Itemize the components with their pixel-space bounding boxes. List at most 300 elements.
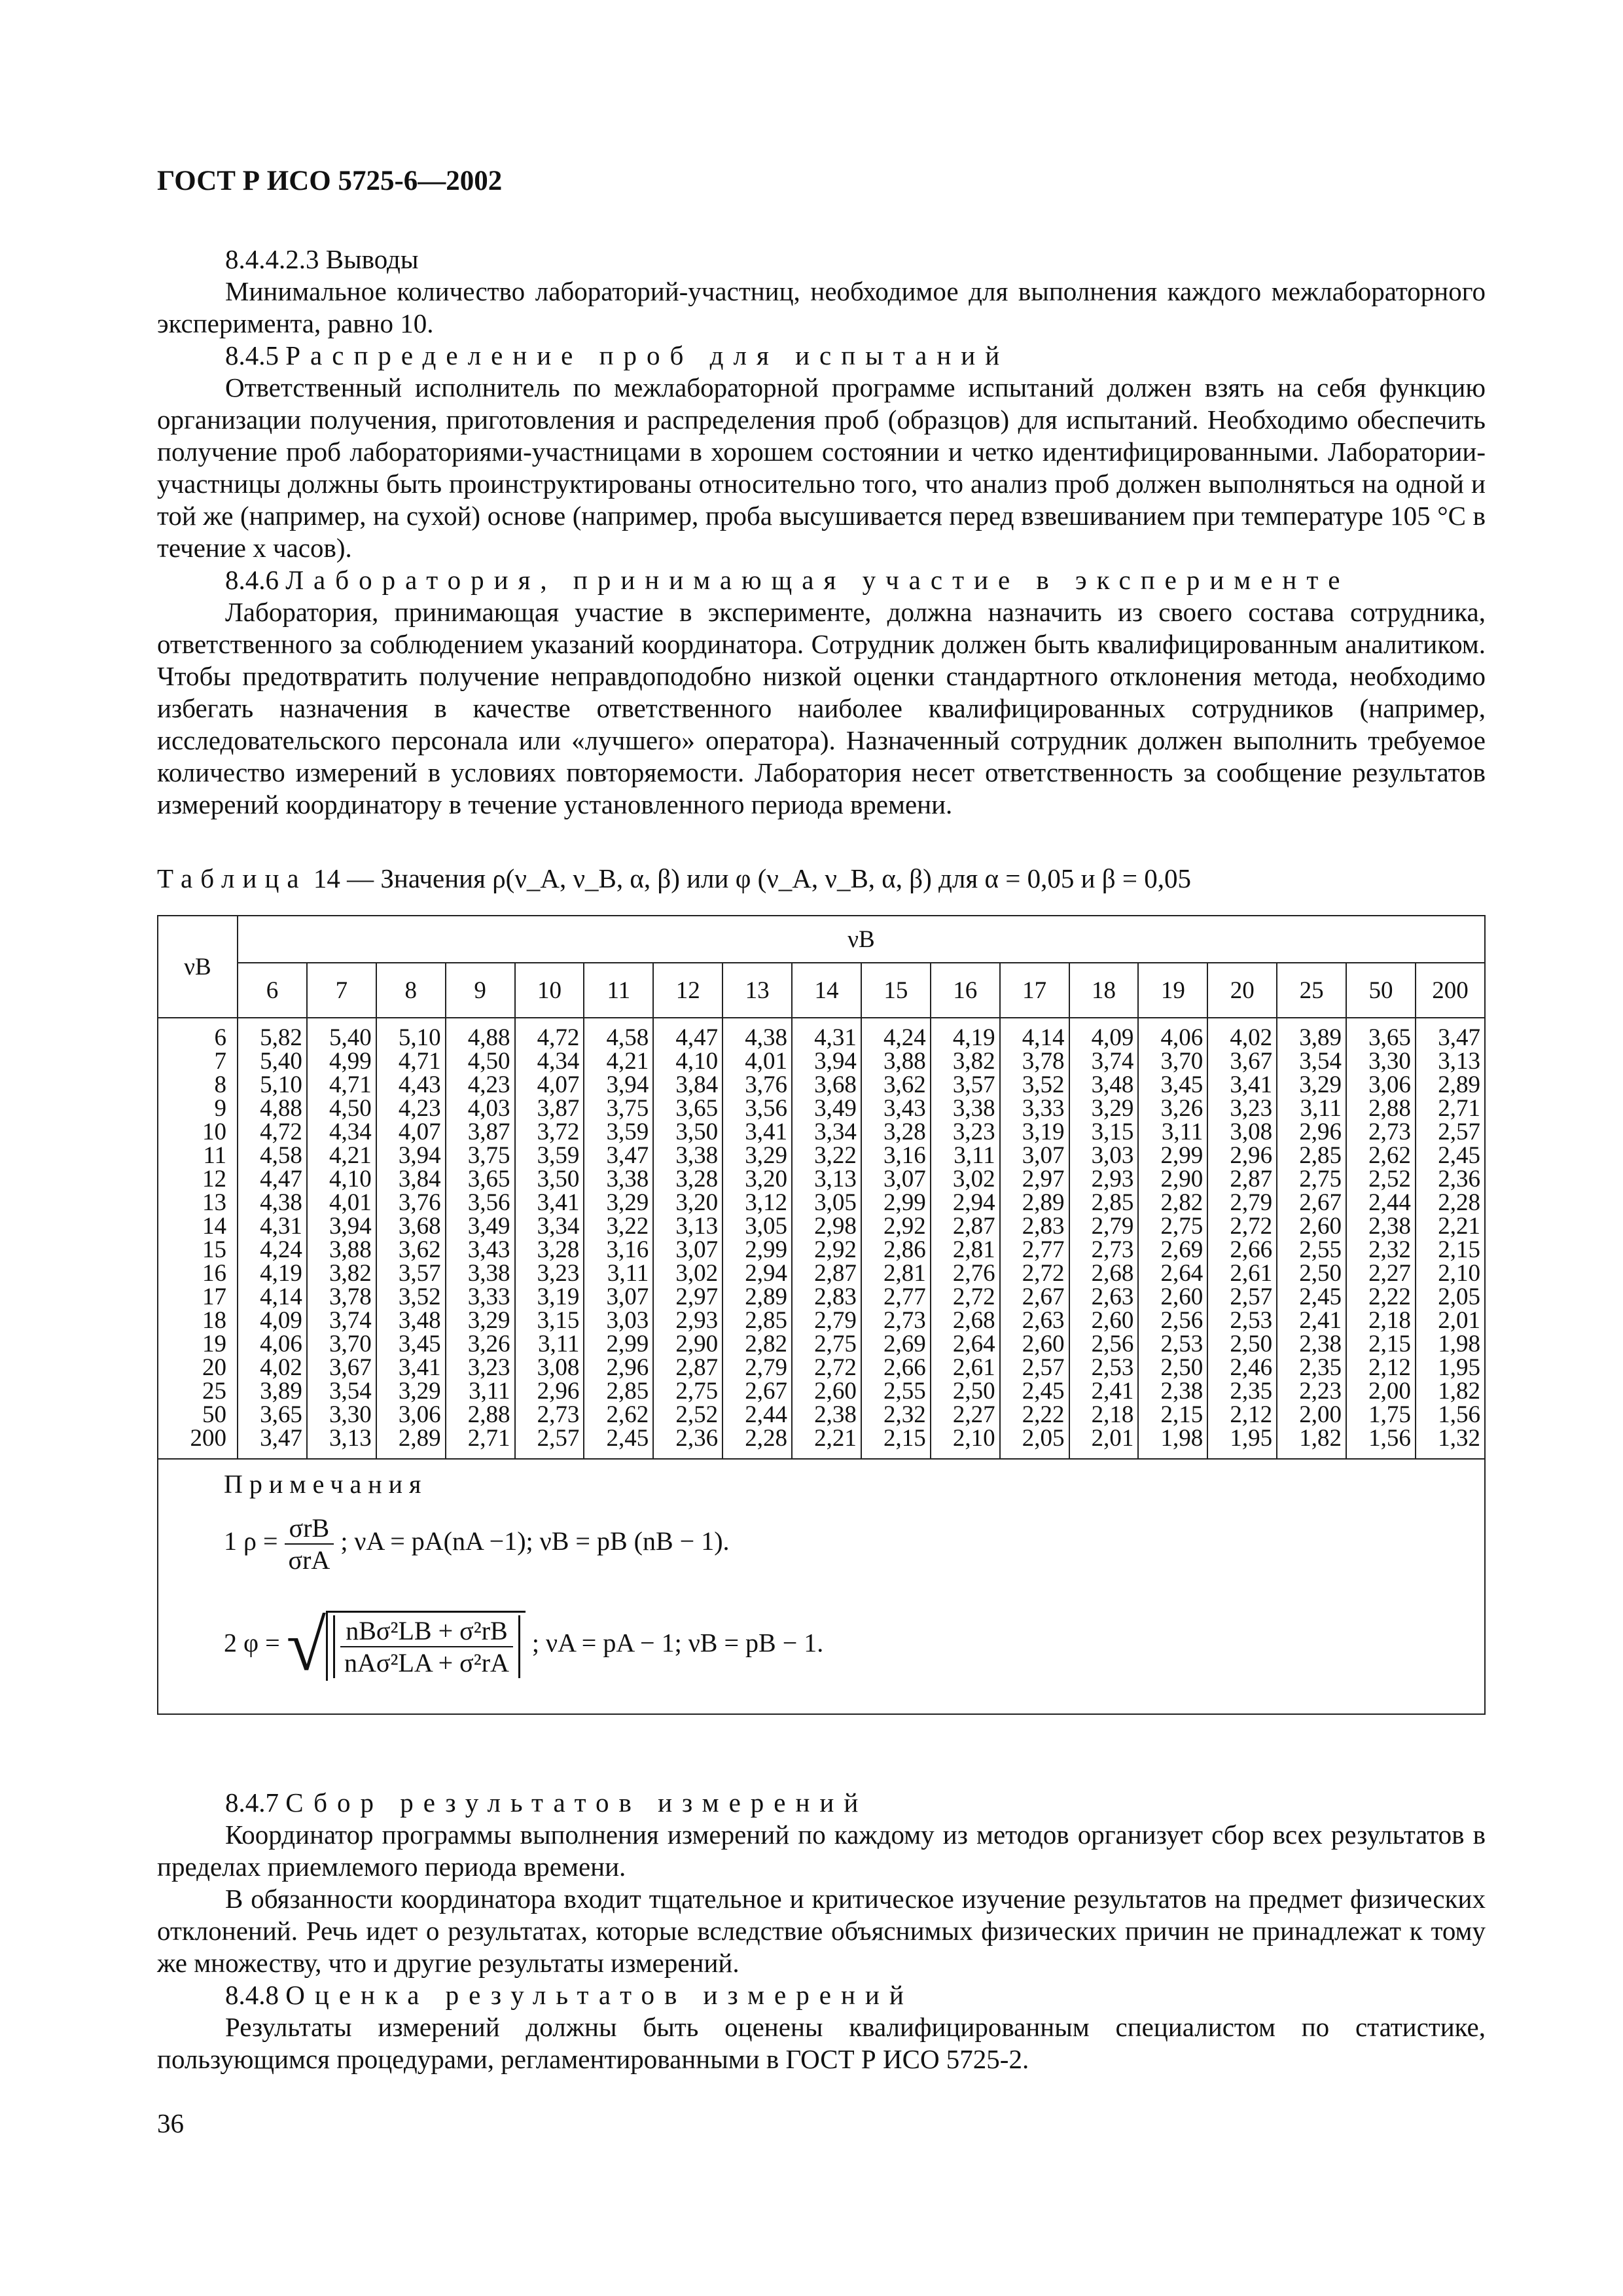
table-cell: 2,63 (1000, 1309, 1069, 1333)
table-cell: 3,11 (446, 1380, 515, 1403)
table-cell: 3,28 (515, 1238, 584, 1262)
column-header: 12 (653, 963, 722, 1018)
table-row (158, 1121, 1485, 1144)
table-cell: 4,06 (238, 1333, 307, 1356)
table-cell: 2,01 (1069, 1427, 1139, 1459)
table-cell: 2,73 (1346, 1121, 1416, 1144)
column-header: 50 (1346, 963, 1416, 1018)
table-cell: 2,60 (1277, 1215, 1346, 1238)
table-cell: 4,34 (307, 1121, 376, 1144)
row-label: 200 (158, 1427, 238, 1459)
document-header: ГОСТ Р ИСО 5725-6—2002 (157, 166, 503, 196)
table-cell: 4,88 (238, 1097, 307, 1121)
table-cell: 3,02 (931, 1168, 1000, 1191)
table-cell: 2,90 (653, 1333, 722, 1356)
table-cell: 3,76 (376, 1191, 446, 1215)
table-cell: 3,13 (1416, 1050, 1485, 1073)
table-cell: 2,57 (1000, 1356, 1069, 1380)
table-cell: 4,21 (584, 1050, 653, 1073)
table-cell: 4,07 (515, 1073, 584, 1097)
table-cell: 3,47 (238, 1427, 307, 1459)
column-header: 6 (238, 963, 307, 1018)
table-cell: 2,00 (1277, 1403, 1346, 1427)
table-cell: 3,87 (446, 1121, 515, 1144)
table-caption (157, 863, 1486, 895)
table-cell: 3,06 (1346, 1073, 1416, 1097)
table-cell: 3,07 (861, 1168, 931, 1191)
table-cell: 2,66 (861, 1356, 931, 1380)
table-cell: 2,96 (1277, 1121, 1346, 1144)
table-cell: 2,68 (931, 1309, 1000, 1333)
table-cell: 2,98 (792, 1215, 861, 1238)
table-cell: 2,53 (1207, 1309, 1277, 1333)
table-cell: 2,81 (861, 1262, 931, 1285)
table-cell: 3,29 (1277, 1073, 1346, 1097)
table-cell: 2,75 (653, 1380, 722, 1403)
table-cell: 2,77 (861, 1285, 931, 1309)
column-header-row (158, 963, 1485, 1018)
sections-top (157, 243, 1486, 821)
table-cell: 4,06 (1138, 1018, 1207, 1050)
table-cell: 3,48 (1069, 1073, 1139, 1097)
table-cell: 5,10 (376, 1018, 446, 1050)
row-label: 17 (158, 1285, 238, 1309)
note-1-fraction (285, 1513, 334, 1575)
table-cell: 2,15 (861, 1427, 931, 1459)
table-cell: 2,92 (792, 1238, 861, 1262)
column-header: 200 (1416, 963, 1485, 1018)
table-cell: 3,41 (376, 1356, 446, 1380)
table-cell: 2,88 (1346, 1097, 1416, 1121)
section-title-8-4-4-2-3: 8.4.4.2.3 Выводы (225, 244, 419, 274)
table-cell: 2,28 (722, 1427, 792, 1459)
table-row (158, 1215, 1485, 1238)
table-cell: 4,88 (446, 1018, 515, 1050)
table-cell: 2,00 (1346, 1380, 1416, 1403)
row-label: 9 (158, 1097, 238, 1121)
table-cell: 2,38 (1138, 1380, 1207, 1403)
table-cell: 3,19 (1000, 1121, 1069, 1144)
table-cell: 4,23 (446, 1073, 515, 1097)
table-cell: 4,47 (238, 1168, 307, 1191)
column-header: 17 (1000, 963, 1069, 1018)
table-cell: 2,67 (1277, 1191, 1346, 1215)
table-cell: 4,38 (722, 1018, 792, 1050)
table-cell: 4,50 (307, 1097, 376, 1121)
table-cell: 2,69 (1138, 1238, 1207, 1262)
row-label: 18 (158, 1309, 238, 1333)
table-cell: 4,02 (1207, 1018, 1277, 1050)
table-cell: 2,52 (1346, 1168, 1416, 1191)
table-cell: 3,22 (584, 1215, 653, 1238)
table-cell: 1,95 (1207, 1427, 1277, 1459)
table-cell: 2,57 (515, 1427, 584, 1459)
table-cell: 2,61 (1207, 1262, 1277, 1285)
table-cell: 2,86 (861, 1238, 931, 1262)
table-cell: 2,99 (1138, 1144, 1207, 1168)
table-cell: 2,82 (1138, 1191, 1207, 1215)
table-cell: 2,85 (584, 1380, 653, 1403)
table-cell: 3,03 (1069, 1144, 1139, 1168)
table-cell: 3,05 (792, 1191, 861, 1215)
table-cell: 3,62 (376, 1238, 446, 1262)
row-label: 10 (158, 1121, 238, 1144)
table-cell: 2,73 (861, 1309, 931, 1333)
table-cell: 2,96 (515, 1380, 584, 1403)
table-cell: 3,22 (792, 1144, 861, 1168)
table-cell: 3,94 (376, 1144, 446, 1168)
table-cell: 3,20 (722, 1168, 792, 1191)
table-cell: 2,28 (1416, 1191, 1485, 1215)
table-cell: 3,49 (792, 1097, 861, 1121)
table-cell: 3,94 (307, 1215, 376, 1238)
table-cell: 2,56 (1069, 1333, 1139, 1356)
table-cell: 3,07 (653, 1238, 722, 1262)
table-cell: 4,19 (931, 1018, 1000, 1050)
table-cell: 3,30 (307, 1403, 376, 1427)
note-2-fraction (340, 1615, 513, 1678)
table-cell: 2,79 (1069, 1215, 1139, 1238)
table-cell: 2,85 (1277, 1144, 1346, 1168)
table-cell: 3,05 (722, 1215, 792, 1238)
table-cell: 5,10 (238, 1073, 307, 1097)
section-number: 8.4.5 (225, 340, 279, 370)
table-cell: 4,10 (653, 1050, 722, 1073)
paragraph-8-4-7-a: Координатор программы выполнения измерений по каждому из методов организует сбор всех результатов в пределах приемлемого периода времени. (157, 1820, 1486, 1882)
table-cell: 3,43 (446, 1238, 515, 1262)
table-cell: 2,81 (931, 1238, 1000, 1262)
table-cell: 2,53 (1069, 1356, 1139, 1380)
section-number: 8.4.8 (225, 1980, 279, 2010)
table-cell: 2,99 (584, 1333, 653, 1356)
table-cell: 1,82 (1416, 1380, 1485, 1403)
column-header: 14 (792, 963, 861, 1018)
column-group-header-nu-b: νB (238, 916, 1485, 963)
table-cell: 3,72 (515, 1121, 584, 1144)
table-cell: 3,48 (376, 1309, 446, 1333)
note-2-numerator: nBσ²LB + σ²rB (340, 1615, 513, 1647)
paragraph-8-4-4-2-3: Минимальное количество лабораторий-участниц, необходимое для выполнения каждого межлабораторного эксперимента, равно 10. (157, 276, 1486, 338)
table-cell: 3,15 (1069, 1121, 1139, 1144)
section-title: Лаборатория, принимающая участие в эксперименте (285, 565, 1350, 595)
table-cell: 2,60 (1000, 1333, 1069, 1356)
table-cell: 2,21 (1416, 1215, 1485, 1238)
table-cell: 2,77 (1000, 1238, 1069, 1262)
row-label: 15 (158, 1238, 238, 1262)
table-cell: 2,41 (1277, 1309, 1346, 1333)
table-cell: 4,21 (307, 1144, 376, 1168)
table-cell: 2,66 (1207, 1238, 1277, 1262)
table-cell: 1,75 (1346, 1403, 1416, 1427)
table-cell: 2,79 (792, 1309, 861, 1333)
table-cell: 2,45 (584, 1427, 653, 1459)
table-cell: 2,67 (722, 1380, 792, 1403)
table-cell: 2,35 (1277, 1356, 1346, 1380)
table-cell: 4,72 (238, 1121, 307, 1144)
table-cell: 3,57 (376, 1262, 446, 1285)
table-cell: 3,23 (1207, 1097, 1277, 1121)
table-cell: 2,27 (1346, 1262, 1416, 1285)
table-cell: 2,79 (722, 1356, 792, 1380)
sections-bottom (157, 1787, 1486, 2075)
table-cell: 2,94 (931, 1191, 1000, 1215)
note-2-formula (224, 1604, 1484, 1687)
table-cell: 3,59 (515, 1144, 584, 1168)
table-cell: 3,50 (515, 1168, 584, 1191)
table-cell: 2,89 (1416, 1073, 1485, 1097)
table-cell: 3,94 (584, 1073, 653, 1097)
table-cell: 2,27 (931, 1403, 1000, 1427)
section-heading-8-4-7 (157, 1787, 1486, 1819)
table-cell: 3,29 (722, 1144, 792, 1168)
section-number: 8.4.7 (225, 1787, 279, 1818)
table-cell: 3,29 (1069, 1097, 1139, 1121)
table-cell: 2,67 (1000, 1285, 1069, 1309)
table-14-wrapper (157, 915, 1486, 1715)
table-cell: 2,45 (1277, 1285, 1346, 1309)
column-header: 18 (1069, 963, 1139, 1018)
table-cell: 3,26 (446, 1333, 515, 1356)
table-cell: 3,45 (1138, 1073, 1207, 1097)
table-cell: 3,45 (376, 1333, 446, 1356)
table-cell: 1,32 (1416, 1427, 1485, 1459)
column-header: 16 (931, 963, 1000, 1018)
note-1-prefix: 1 ρ = (224, 1526, 278, 1556)
table-row (158, 1073, 1485, 1097)
table-cell: 3,88 (861, 1050, 931, 1073)
note-1-rest: ; νA = pA(nA −1); νB = pB (nB − 1). (340, 1526, 730, 1556)
section-title: Распределение проб для испытаний (285, 340, 1010, 370)
table-cell: 3,75 (584, 1097, 653, 1121)
table-cell: 3,19 (515, 1285, 584, 1309)
table-cell: 2,36 (653, 1427, 722, 1459)
table-cell: 4,31 (792, 1018, 861, 1050)
table-cell: 2,87 (792, 1262, 861, 1285)
table-cell: 2,50 (1277, 1262, 1346, 1285)
table-cell: 4,31 (238, 1215, 307, 1238)
table-cell: 2,15 (1346, 1333, 1416, 1356)
column-header: 9 (446, 963, 515, 1018)
table-cell: 3,65 (446, 1168, 515, 1191)
table-cell: 2,72 (1000, 1262, 1069, 1285)
table-cell: 2,62 (1346, 1144, 1416, 1168)
section-heading-8-4-5 (157, 340, 1486, 372)
table-cell: 2,75 (1138, 1215, 1207, 1238)
table-cell: 3,38 (931, 1097, 1000, 1121)
table-notes-row (158, 1459, 1485, 1714)
table-cell: 2,38 (1346, 1215, 1416, 1238)
table-cell: 2,79 (1207, 1191, 1277, 1215)
table-cell: 2,85 (1069, 1191, 1139, 1215)
table-cell: 2,64 (931, 1333, 1000, 1356)
table-row (158, 1403, 1485, 1427)
section-heading-8-4-6 (157, 564, 1486, 596)
table-cell: 4,43 (376, 1073, 446, 1097)
table-cell: 5,40 (307, 1018, 376, 1050)
table-caption-label: Таблица (157, 863, 307, 893)
table-cell: 3,41 (1207, 1073, 1277, 1097)
paragraph-8-4-6: Лаборатория, принимающая участие в эксперименте, должна назначить из своего состава сотрудника, ответственного за соблюдением указаний координатора. Сотрудник должен быть квалифицированным аналитиком. Чтобы предотвратить получение неправдоподобно низкой оценки стандартного отклонения метода, необходимо избегать назначения в качестве ответственного наиболее квалифицированных сотрудников (например, исследовательского персонала или «лучшего» оператора). Назначенный сотрудник должен выполнить требуемое количество измерений в условиях повторяемости. Лаборатория несет ответственность за сообщение результатов измерений координатору в течение установленного периода времени. (157, 597, 1486, 819)
table-cell: 2,12 (1346, 1356, 1416, 1380)
table-cell: 3,16 (861, 1144, 931, 1168)
paragraph-8-4-5: Ответственный исполнитель по межлабораторной программе испытаний должен взять на себя функцию организации получения, приготовления и распределения проб (образцов) для испытаний. Необходимо обеспечить получение проб лабораториями-участницами в хорошем состоянии и четко идентифицированными. Лаборатории-участницы должны быть проинструктированы относительно того, что анализ проб должен выполняться на одной и той же (например, на сухой) основе (например, проба высушивается перед взвешиванием при температуре 105 °С в течение х часов). (157, 372, 1486, 563)
table-cell: 1,98 (1416, 1333, 1485, 1356)
table-cell: 3,02 (653, 1262, 722, 1285)
table-cell: 1,82 (1277, 1427, 1346, 1459)
table-cell: 2,55 (861, 1380, 931, 1403)
table-cell: 2,71 (446, 1427, 515, 1459)
table-cell: 3,54 (307, 1380, 376, 1403)
table-cell: 4,72 (515, 1018, 584, 1050)
table-cell: 3,11 (931, 1144, 1000, 1168)
table-cell: 2,53 (1138, 1333, 1207, 1356)
section-heading-8-4-8 (157, 1979, 1486, 2011)
table-cell: 3,87 (515, 1097, 584, 1121)
table-cell: 3,23 (515, 1262, 584, 1285)
table-cell: 2,69 (861, 1333, 931, 1356)
table-cell: 4,23 (376, 1097, 446, 1121)
table-cell: 3,78 (307, 1285, 376, 1309)
note-2-rest: ; νA = pA − 1; νB = pB − 1. (531, 1628, 824, 1658)
table-cell: 2,12 (1207, 1403, 1277, 1427)
table-cell: 3,08 (515, 1356, 584, 1380)
table-cell: 4,02 (238, 1356, 307, 1380)
table-cell: 4,47 (653, 1018, 722, 1050)
table-cell: 3,74 (307, 1309, 376, 1333)
column-header: 11 (584, 963, 653, 1018)
table-cell: 4,58 (584, 1018, 653, 1050)
paragraph-8-4-7-b: В обязанности координатора входит тщательное и критическое изучение результатов на предмет физических отклонений. Речь идет о результатах, которые вследствие объяснимых физических причин не принадлежат к тому же множеству, что и другие результаты измерений. (157, 1884, 1486, 1978)
notes-title: Примечания (224, 1469, 428, 1499)
table-cell: 3,03 (584, 1309, 653, 1333)
column-header: 25 (1277, 963, 1346, 1018)
table-cell: 3,52 (376, 1285, 446, 1309)
table-cell: 2,52 (653, 1403, 722, 1427)
table-cell: 2,61 (931, 1356, 1000, 1380)
table-cell: 3,20 (653, 1191, 722, 1215)
table-cell: 2,96 (584, 1356, 653, 1380)
table-cell: 4,01 (722, 1050, 792, 1073)
table-cell: 3,15 (515, 1309, 584, 1333)
table-row (158, 1356, 1485, 1380)
table-cell: 3,06 (376, 1403, 446, 1427)
table-cell: 3,13 (792, 1168, 861, 1191)
note-2-radicand (326, 1611, 526, 1681)
table-cell: 3,08 (1207, 1121, 1277, 1144)
table-row (158, 1238, 1485, 1262)
table-cell: 3,49 (446, 1215, 515, 1238)
table-row (158, 1018, 1485, 1050)
table-cell: 2,57 (1416, 1121, 1485, 1144)
table-notes (158, 1459, 1485, 1714)
table-cell: 3,33 (446, 1285, 515, 1309)
row-label: 8 (158, 1073, 238, 1097)
row-header-nu-a: νB (158, 916, 238, 1018)
table-14 (157, 915, 1486, 1715)
table-cell: 3,82 (307, 1262, 376, 1285)
column-header: 13 (722, 963, 792, 1018)
table-cell: 5,40 (238, 1050, 307, 1073)
table-cell: 2,75 (1277, 1168, 1346, 1191)
table-cell: 4,19 (238, 1262, 307, 1285)
table-cell: 3,30 (1346, 1050, 1416, 1073)
table-row (158, 1427, 1485, 1459)
table-row (158, 1309, 1485, 1333)
table-cell: 3,23 (446, 1356, 515, 1380)
table-cell: 3,59 (584, 1121, 653, 1144)
table-cell: 3,67 (1207, 1050, 1277, 1073)
table-cell: 3,65 (238, 1403, 307, 1427)
table-cell: 3,47 (1416, 1018, 1485, 1050)
section-title: Сбор результатов измерений (285, 1787, 868, 1818)
table-cell: 2,15 (1416, 1238, 1485, 1262)
table-cell: 2,36 (1416, 1168, 1485, 1191)
table-cell: 2,55 (1277, 1238, 1346, 1262)
table-cell: 2,10 (931, 1427, 1000, 1459)
note-1-formula (224, 1513, 1484, 1575)
table-cell: 3,11 (584, 1262, 653, 1285)
table-cell: 3,11 (1277, 1097, 1346, 1121)
table-cell: 2,41 (1069, 1380, 1139, 1403)
table-cell: 4,99 (307, 1050, 376, 1073)
column-header: 10 (515, 963, 584, 1018)
table-cell: 4,24 (861, 1018, 931, 1050)
table-cell: 2,56 (1138, 1309, 1207, 1333)
row-label: 19 (158, 1333, 238, 1356)
table-cell: 2,05 (1000, 1427, 1069, 1459)
table-cell: 3,38 (584, 1168, 653, 1191)
table-cell: 3,29 (446, 1309, 515, 1333)
row-label: 13 (158, 1191, 238, 1215)
table-cell: 2,89 (376, 1427, 446, 1459)
table-cell: 2,21 (792, 1427, 861, 1459)
table-cell: 3,12 (722, 1191, 792, 1215)
row-label: 20 (158, 1356, 238, 1380)
page-number: 36 (157, 2108, 184, 2138)
table-cell: 1,98 (1138, 1427, 1207, 1459)
table-cell: 3,65 (1346, 1018, 1416, 1050)
table-cell: 4,01 (307, 1191, 376, 1215)
table-cell: 3,28 (861, 1121, 931, 1144)
table-cell: 2,94 (722, 1262, 792, 1285)
table-cell: 3,78 (1000, 1050, 1069, 1073)
table-cell: 2,88 (446, 1403, 515, 1427)
table-cell: 3,34 (792, 1121, 861, 1144)
table-cell: 2,32 (1346, 1238, 1416, 1262)
table-cell: 2,93 (1069, 1168, 1139, 1191)
table-cell: 2,73 (1069, 1238, 1139, 1262)
table-cell: 2,62 (584, 1403, 653, 1427)
column-header: 8 (376, 963, 446, 1018)
table-cell: 3,65 (653, 1097, 722, 1121)
table-cell: 2,97 (1000, 1168, 1069, 1191)
paragraph-8-4-8: Результаты измерений должны быть оценены квалифицированным специалистом по статистике, пользующимся процедурами, регламентированными в ГОСТ Р ИСО 5725-2. (157, 2012, 1486, 2074)
table-cell: 3,84 (376, 1168, 446, 1191)
table-cell: 1,56 (1346, 1427, 1416, 1459)
table-cell: 3,16 (584, 1238, 653, 1262)
table-cell: 2,75 (792, 1333, 861, 1356)
table-cell: 2,60 (1138, 1285, 1207, 1309)
table-cell: 2,99 (861, 1191, 931, 1215)
table-cell: 2,38 (1277, 1333, 1346, 1356)
table-caption-text: 14 — Значения ρ(ν_A, ν_B, α, β) или φ (ν_A, ν_B, α, β) для α = 0,05 и β = 0,05 (313, 863, 1191, 893)
table-row (158, 1144, 1485, 1168)
table-cell: 4,09 (1069, 1018, 1139, 1050)
table-body (158, 1018, 1485, 1459)
table-cell: 3,54 (1277, 1050, 1346, 1073)
table-cell: 4,71 (376, 1050, 446, 1073)
note-1-numerator: σrB (285, 1513, 334, 1545)
